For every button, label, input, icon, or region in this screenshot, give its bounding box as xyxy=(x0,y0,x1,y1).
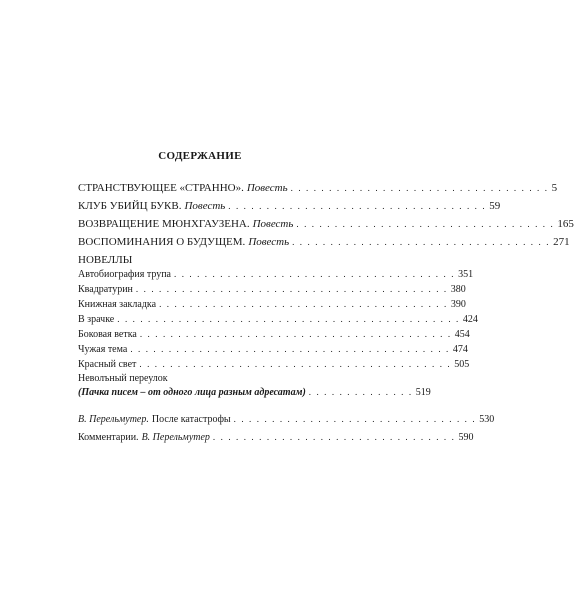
entry-title: Комментарии. xyxy=(78,432,139,443)
entry-page-number: 454 xyxy=(454,329,470,340)
leader-dots: . . . . . . . . . . . . . . . . . . . . . . . . . . . . . . . . . . . . . . xyxy=(159,299,448,309)
leader-dots: . . . . . . . . . . . . . . . . . . . . . . . . . . . . . . . . xyxy=(212,432,456,442)
leader-dots: . . . . . . . . . . . . . . . . . . . . . . . . . . . . . . . . . . . . . . . . . . xyxy=(130,344,450,354)
toc-entry xyxy=(78,358,470,371)
leader-dots: . . . . . . . . . . . . . . . . . . . . . . . . . . . . . . . . . . xyxy=(290,183,549,193)
entry-title: Автобиография трупа xyxy=(78,269,171,280)
entry-page-number: 390 xyxy=(450,299,466,310)
entry-genre: Повесть xyxy=(248,236,290,248)
toc-entry xyxy=(78,328,470,341)
entry-page-number: 59 xyxy=(489,200,501,212)
leader-dots: . . . . . . . . . . . . . . . . . . . . . . . . . . . . . . . . . . xyxy=(228,201,487,211)
toc-entry xyxy=(78,431,474,444)
entry-page-number: 590 xyxy=(458,432,474,443)
toc-entry xyxy=(78,236,570,249)
entry-page-number: 271 xyxy=(553,236,570,248)
toc-heading: СОДЕРЖАНИЕ xyxy=(158,150,242,162)
entry-title: ВОЗВРАЩЕНИЕ МЮНХГАУЗЕНА. xyxy=(78,218,250,230)
entry-subtitle: (Пачка писем – от одного лица разным адресатам) xyxy=(78,387,306,398)
toc-entry xyxy=(78,218,574,231)
entry-title: СТРАНСТВУЮЩЕЕ «СТРАННО». xyxy=(78,182,244,194)
entry-genre: Повесть xyxy=(246,182,288,194)
entry-title: Книжная закладка xyxy=(78,299,157,310)
entry-title: После катастрофы xyxy=(151,414,231,425)
toc-entry xyxy=(78,386,431,399)
toc-entry xyxy=(78,200,501,213)
entry-page-number: 424 xyxy=(462,314,478,325)
leader-dots: . . . . . . . . . . . . . . . . . . . . . . . . . . . . . . . . . . . . . . . . . xyxy=(135,284,448,294)
leader-dots: . . . . . . . . . . . . . . . . . . . . . . . . . . . . . . . . . . . . . . . . . . . . . xyxy=(117,314,460,324)
entry-page-number: 380 xyxy=(450,284,466,295)
toc-entry xyxy=(78,413,495,426)
toc-entry xyxy=(78,268,474,281)
entry-page-number: 5 xyxy=(551,182,558,194)
entry-page-number: 165 xyxy=(557,218,574,230)
toc-entry xyxy=(78,313,478,326)
entry-page-number: 474 xyxy=(452,344,468,355)
leader-dots: . . . . . . . . . . . . . . xyxy=(308,387,413,397)
entry-title: Квадратурин xyxy=(78,284,133,295)
entry-author: В. Перельмутер xyxy=(141,432,210,443)
toc-entry xyxy=(78,182,558,195)
leader-dots: . . . . . . . . . . . . . . . . . . . . . . . . . . . . . . . . . . . . . xyxy=(174,269,456,279)
leader-dots: . . . . . . . . . . . . . . . . . . . . . . . . . . . . . . . . . . . . . . . . . xyxy=(139,329,452,339)
entry-page-number: 530 xyxy=(479,414,495,425)
entry-author: В. Перельмутер. xyxy=(78,414,149,425)
toc-entry xyxy=(78,343,468,356)
entry-title: ВОСПОМИНАНИЯ О БУДУЩЕМ. xyxy=(78,236,246,248)
leader-dots: . . . . . . . . . . . . . . . . . . . . . . . . . . . . . . . . . . . . . . . . . xyxy=(139,359,452,369)
entry-title: В зрачке xyxy=(78,314,115,325)
entry-title: Чужая тема xyxy=(78,344,128,355)
entry-title: Неволъный переулок xyxy=(78,373,168,384)
entry-genre: Повесть xyxy=(184,200,226,212)
entry-genre: Повесть xyxy=(252,218,294,230)
entry-title: Красный свет xyxy=(78,359,137,370)
entry-page-number: 351 xyxy=(458,269,474,280)
entry-title: Боковая ветка xyxy=(78,329,137,340)
leader-dots: . . . . . . . . . . . . . . . . . . . . . . . . . . . . . . . . . . xyxy=(292,237,551,247)
toc-entry xyxy=(78,283,466,296)
entry-page-number: 519 xyxy=(415,387,431,398)
leader-dots: . . . . . . . . . . . . . . . . . . . . . . . . . . . . . . . . . . xyxy=(296,219,555,229)
entry-page-number: 505 xyxy=(454,359,470,370)
entry-title: КЛУБ УБИЙЦ БУКВ. xyxy=(78,200,182,212)
toc-entry xyxy=(78,298,466,311)
novellas-section-label: НОВЕЛЛЫ xyxy=(78,254,133,266)
leader-dots: . . . . . . . . . . . . . . . . . . . . . . . . . . . . . . . . xyxy=(233,414,477,424)
